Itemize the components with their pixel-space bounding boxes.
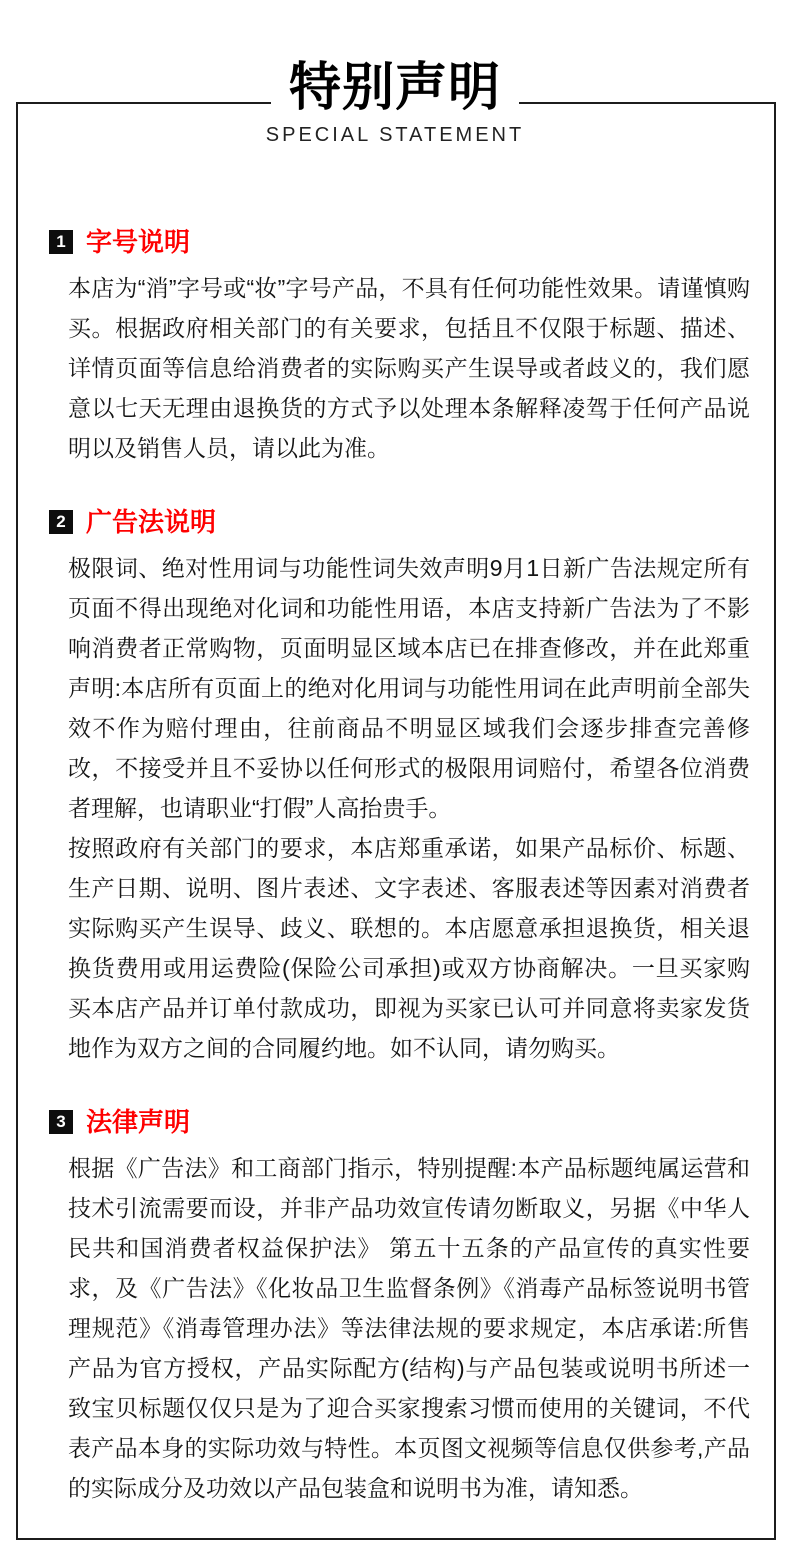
section-header: [49, 1108, 774, 1136]
section-paragraph: 本店为“消”字号或“妆”字号产品，不具有任何功能性效果。请谨慎购买。根据政府相关部门的有关要求，包括且不仅限于标题、描述、详情页面等信息给消费者的实际购买产生误导或者歧义的，我们愿意以七天无理由退换货的方式予以处理本条解释凌驾于任何产品说明以及销售人员，请以此为准。: [68, 275, 750, 461]
section-header: [49, 508, 774, 536]
section-legal-statement: [18, 1108, 774, 1508]
statement-frame: [16, 102, 776, 1540]
page-header: [0, 0, 790, 146]
section-number-badge: 3: [49, 1110, 73, 1134]
section-number-badge: 1: [49, 230, 73, 254]
page-subtitle: SPECIAL STATEMENT: [265, 124, 525, 146]
section-ad-law-statement: [18, 508, 774, 1068]
statement-content: [18, 104, 774, 1508]
section-header: [49, 228, 774, 256]
section-paragraph: 按照政府有关部门的要求，本店郑重承诺，如果产品标价、标题、生产日期、说明、图片表述、文字表述、客服表述等因素对消费者实际购买产生误导、歧义、联想的。本店愿意承担退换货，相关退换货费用或用运费险(保险公司承担)或双方协商解决。一旦买家购买本店产品并订单付款成功，即视为买家已认可并同意将卖家发货地作为双方之间的合同履约地。如不认同，请勿购买。: [68, 835, 750, 1061]
page-title: 特别声明: [271, 60, 519, 116]
section-paragraph: 根据《广告法》和工商部门指示，特别提醒:本产品标题纯属运营和技术引流需要而设，并非产品功效宣传请勿断取义，另据《中华人民共和国消费者权益保护法》 第五十五条的产品宣传的真实性要求，及《广告法》《化妆品卫生监督条例》《消毒产品标签说明书管理规范》《消毒管理办法》等法律法规的要求规定，本店承诺:所售产品为官方授权，产品实际配方(结构)与产品包装或说明书所述一致宝贝标题仅仅只是为了迎合买家搜索习惯而使用的关键词，不代表产品本身的实际功效与特性。本页图文视频等信息仅供参考,产品的实际成分及功效以产品包装盒和说明书为准，请知悉。: [68, 1155, 750, 1501]
section-heading: 广告法说明: [86, 507, 217, 537]
section-font-size-statement: [18, 228, 774, 468]
section-heading: 法律声明: [86, 1107, 191, 1137]
section-number-badge: 2: [49, 510, 73, 534]
section-paragraph: 极限词、绝对性用词与功能性词失效声明9月1日新广告法规定所有页面不得出现绝对化词和功能性用语，本店支持新广告法为了不影响消费者正常购物，页面明显区域本店已在排查修改，并在此郑重声明:本店所有页面上的绝对化用词与功能性用词在此声明前全部失效不作为赔付理由，往前商品不明显区域我们会逐步排查完善修改，不接受并且不妥协以任何形式的极限用词赔付，希望各位消费者理解，也请职业“打假”人高抬贵手。: [68, 555, 750, 821]
section-heading: 字号说明: [86, 227, 191, 257]
